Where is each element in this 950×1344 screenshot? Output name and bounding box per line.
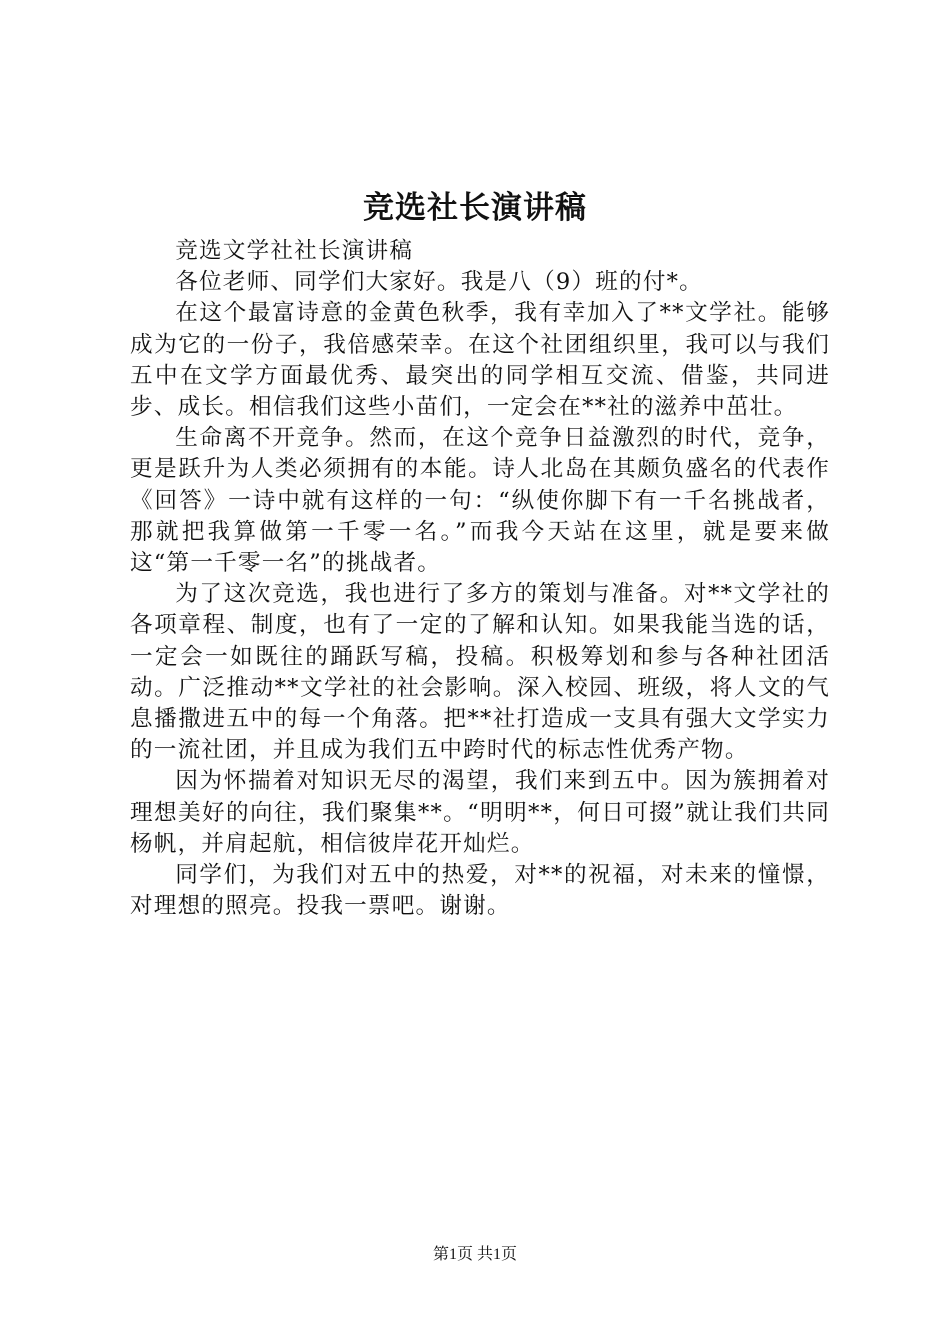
- paragraph-competition: 生命离不开竞争。然而，在这个竞争日益激烈的时代，竞争，更是跃升为人类必须拥有的本能。诗人北岛在其颇负盛名的代表作《回答》一诗中就有这样的一句：“纵使你脚下有一千名挑战者，那就把我算做第一千零一名。”而我今天站在这里，就是要来做这“第一千零一名”的挑战者。: [130, 425, 830, 577]
- page-footer: 第1页 共1页: [432, 1246, 517, 1263]
- paragraph-preparation: 为了这次竞选，我也进行了多方的策划与准备。对**文学社的各项章程、制度，也有了一定的了解和认知。如果我能当选的话，一定会一如既往的踊跃写稿，投稿。积极筹划和参与各种社团活动。广泛推动**文学社的社会影响。深入校园、班级，将人文的气息播撒进五中的每一个角落。把**社打造成一支具有强大文学实力的一流社团，并且成为我们五中跨时代的标志性优秀产物。: [130, 581, 830, 764]
- paragraph-subtitle: 竞选文学社社长演讲稿: [175, 238, 414, 264]
- paragraph-greeting: 各位老师、同学们大家好。我是八（9）班的付*。: [175, 269, 703, 296]
- paragraph-closing: 同学们，为我们对五中的热爱，对**的祝福，对未来的憧憬，对理想的照亮。投我一票吧。谢谢。: [130, 862, 830, 920]
- paragraph-aspiration: 因为怀揣着对知识无尽的渴望，我们来到五中。因为簇拥着对理想美好的向往，我们聚集**。“明明**，何日可掇”就让我们共同杨帆，并肩起航，相信彼岸花开灿烂。: [130, 768, 830, 857]
- document-title: 竞选社长演讲稿: [363, 190, 587, 226]
- paragraph-joining: 在这个最富诗意的金黄色秋季，我有幸加入了**文学社。能够成为它的一份子，我倍感荣幸。在这个社团组织里，我可以与我们五中在文学方面最优秀、最突出的同学相互交流、借鉴，共同进步、成长。相信我们这些小苗们，一定会在**社的滋养中茁壮。: [130, 300, 830, 421]
- document-body: [130, 236, 830, 922]
